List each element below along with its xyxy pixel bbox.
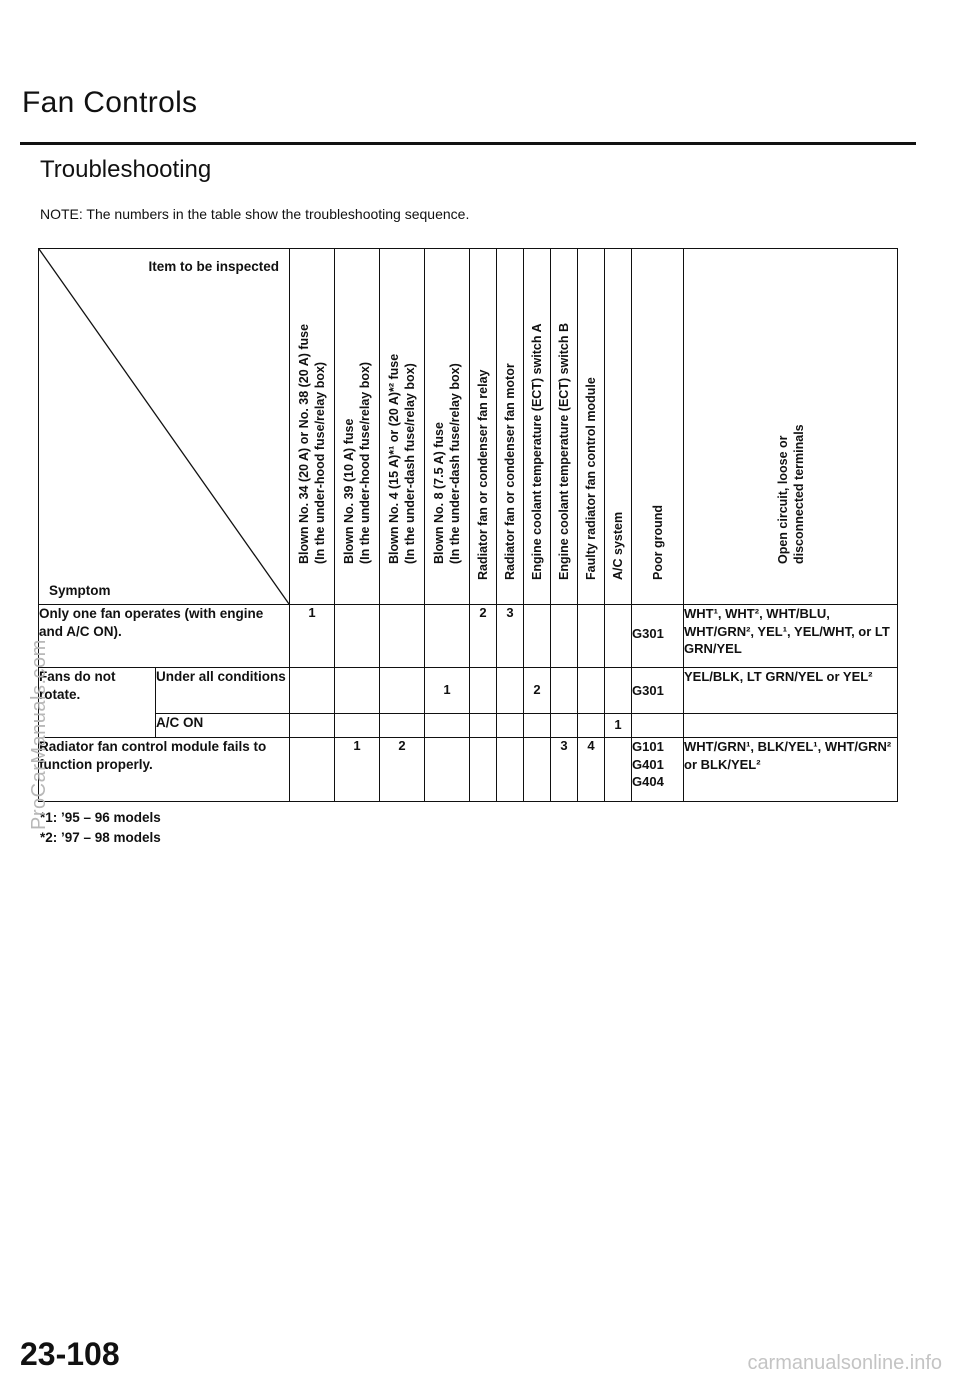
item-label: Open circuit, loose or disconnected terminals <box>775 423 806 564</box>
sequence-cell <box>605 605 632 668</box>
ground-cell: G301 <box>632 668 684 714</box>
sequence-cell <box>551 605 578 668</box>
item-header-4 <box>425 249 470 605</box>
sequence-cell <box>290 668 335 714</box>
sequence-cell: 3 <box>497 605 524 668</box>
footnote-1: *1: ’95 – 96 models <box>40 810 161 825</box>
sequence-cell <box>425 714 470 738</box>
item-label: A/C system <box>610 511 625 580</box>
sequence-cell: 1 <box>335 738 380 802</box>
wire-cell: WHT/GRN¹, BLK/YEL¹, WHT/GRN² or BLK/YEL² <box>684 738 898 802</box>
item-header-2 <box>335 249 380 605</box>
sequence-cell <box>335 714 380 738</box>
sequence-cell <box>290 738 335 802</box>
item-label: Blown No. 39 (10 A) fuse (In the under-hood fuse/relay box) <box>341 361 372 564</box>
symptom-cell: Radiator fan control module fails to function properly. <box>39 738 290 802</box>
sequence-cell <box>578 605 605 668</box>
bottom-watermark: carmanualsonline.info <box>747 1352 942 1374</box>
symptom-header-label: Symptom <box>49 583 111 598</box>
sequence-cell <box>425 738 470 802</box>
wire-cell: WHT¹, WHT², WHT/BLU, WHT/GRN², YEL¹, YEL/WHT, or LT GRN/YEL <box>684 605 898 668</box>
item-label: Blown No. 8 (7.5 A) fuse (In the under-dash fuse/relay box) <box>431 362 462 564</box>
table-row <box>39 605 898 668</box>
item-header-8 <box>551 249 578 605</box>
sequence-cell <box>578 714 605 738</box>
sequence-cell <box>470 738 497 802</box>
troubleshooting-table <box>38 248 898 802</box>
sequence-cell: 2 <box>524 668 551 714</box>
sequence-cell <box>425 605 470 668</box>
sequence-cell <box>497 738 524 802</box>
wire-cell <box>684 714 898 738</box>
sequence-cell <box>524 605 551 668</box>
item-label: Faulty radiator fan control module <box>583 376 598 580</box>
item-header-5 <box>470 249 497 605</box>
item-header-10 <box>605 249 632 605</box>
item-label: Radiator fan or condenser fan motor <box>502 363 517 580</box>
footnote-2: *2: ’97 – 98 models <box>40 830 161 845</box>
ground-cell: G101 G401 G404 <box>632 738 684 802</box>
sequence-cell <box>497 668 524 714</box>
item-label: Poor ground <box>650 504 665 580</box>
wire-cell: YEL/BLK, LT GRN/YEL or YEL² <box>684 668 898 714</box>
title-rule <box>20 142 916 145</box>
sequence-cell <box>551 668 578 714</box>
item-header-12 <box>684 249 898 605</box>
item-header-1 <box>290 249 335 605</box>
table-row <box>39 738 898 802</box>
symptom-cell: Fans do not rotate. <box>39 668 156 738</box>
condition-cell: Under all conditions <box>156 668 290 714</box>
condition-cell: A/C ON <box>156 714 290 738</box>
header-row <box>39 249 898 605</box>
sequence-cell <box>605 738 632 802</box>
item-label: Engine coolant temperature (ECT) switch A <box>529 323 544 580</box>
sequence-cell <box>524 714 551 738</box>
sequence-cell <box>290 714 335 738</box>
section-title: Troubleshooting <box>40 156 212 183</box>
page-title: Fan Controls <box>22 86 198 119</box>
sequence-cell: 4 <box>578 738 605 802</box>
sequence-cell <box>578 668 605 714</box>
page-number: 23-108 <box>20 1336 120 1372</box>
sequence-cell: 2 <box>380 738 425 802</box>
corner-diagonal <box>39 249 289 604</box>
ground-cell: G301 <box>632 605 684 668</box>
sequence-cell <box>380 605 425 668</box>
item-header-6 <box>497 249 524 605</box>
sequence-cell <box>551 714 578 738</box>
item-header-label: Item to be inspected <box>148 259 279 274</box>
sequence-cell <box>497 714 524 738</box>
sequence-cell <box>335 668 380 714</box>
item-label: Blown No. 4 (15 A)*¹ or (20 A)*² fuse (In the under-dash fuse/relay box) <box>386 353 417 564</box>
item-label: Engine coolant temperature (ECT) switch B <box>556 322 571 580</box>
item-header-9 <box>578 249 605 605</box>
item-header-3 <box>380 249 425 605</box>
item-header-11 <box>632 249 684 605</box>
table-row <box>39 714 898 738</box>
table-row <box>39 668 898 714</box>
side-watermark: ProCarManuals.com <box>28 639 50 830</box>
sequence-cell <box>605 668 632 714</box>
sequence-cell <box>470 714 497 738</box>
sequence-cell <box>380 668 425 714</box>
sequence-cell: 3 <box>551 738 578 802</box>
sequence-cell: 1 <box>425 668 470 714</box>
item-header-7 <box>524 249 551 605</box>
item-label: Radiator fan or condenser fan relay <box>475 369 490 580</box>
symptom-cell: Only one fan operates (with engine and A/C ON). <box>39 605 290 668</box>
sequence-cell <box>335 605 380 668</box>
sequence-cell <box>470 668 497 714</box>
corner-cell <box>39 249 290 605</box>
sequence-cell: 2 <box>470 605 497 668</box>
ground-cell <box>632 714 684 738</box>
sequence-cell <box>380 714 425 738</box>
item-label: Blown No. 34 (20 A) or No. 38 (20 A) fuse (In the under-hood fuse/relay box) <box>296 323 327 564</box>
sequence-cell <box>524 738 551 802</box>
sequence-cell: 1 <box>290 605 335 668</box>
sequence-cell: 1 <box>605 714 632 738</box>
note: NOTE: The numbers in the table show the troubleshooting sequence. <box>40 206 470 222</box>
